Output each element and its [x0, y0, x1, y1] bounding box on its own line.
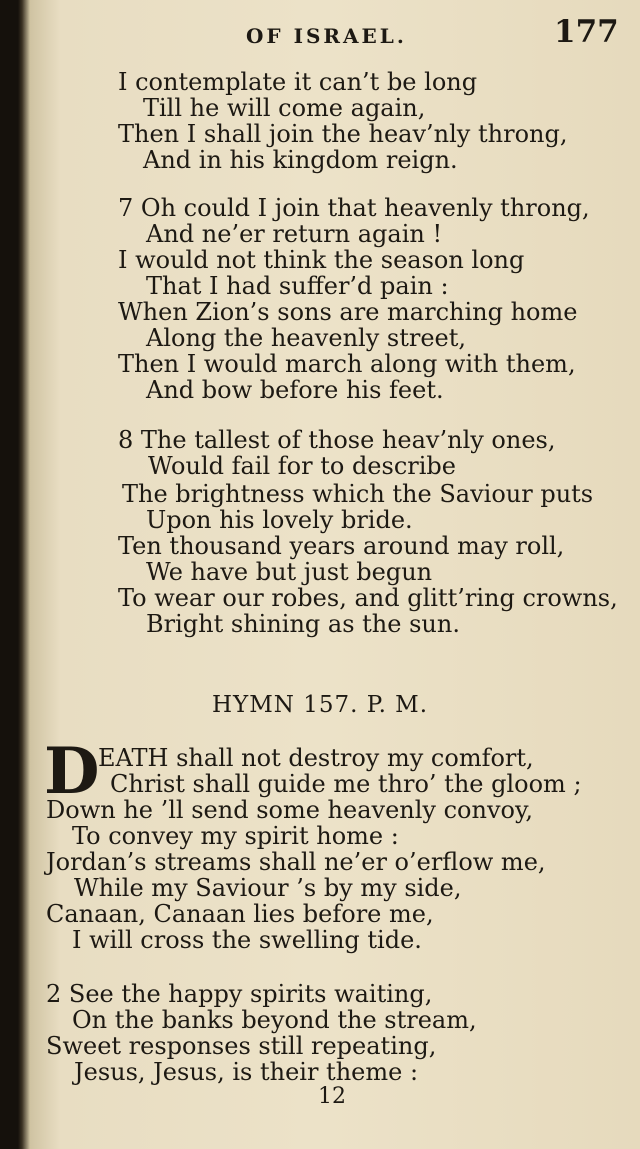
- page-number: 177: [554, 14, 619, 50]
- verse-line: Bright shining as the sun.: [146, 610, 460, 638]
- verse-line: I contemplate it can’t be long: [118, 68, 478, 96]
- verse-line: We have but just begun: [146, 558, 433, 586]
- verse-line: EATH shall not destroy my comfort,: [98, 744, 534, 772]
- verse-line: Upon his lovely bride.: [146, 506, 413, 534]
- verse-line: On the banks beyond the stream,: [72, 1006, 477, 1034]
- verse-line: 8 The tallest of those heav’nly ones,: [118, 426, 556, 454]
- verse-line: Sweet responses still repeating,: [46, 1032, 437, 1060]
- verse-line: Then I shall join the heav’nly throng,: [118, 120, 568, 148]
- verse-line: I would not think the season long: [118, 246, 525, 274]
- verse-line: To convey my spirit home :: [72, 822, 399, 850]
- verse-line: And bow before his feet.: [146, 376, 444, 404]
- drop-cap: D: [44, 734, 100, 809]
- running-head: OF ISRAEL.: [246, 24, 407, 48]
- verse-line: 2 See the happy spirits waiting,: [46, 980, 433, 1008]
- verse-line: Christ shall guide me thro’ the gloom ;: [110, 770, 582, 798]
- verse-line: 7 Oh could I join that heavenly throng,: [118, 194, 590, 222]
- verse-line: Along the heavenly street,: [146, 324, 467, 352]
- verse-line: To wear our robes, and glitt’ring crowns,: [118, 584, 618, 612]
- verse-line: While my Saviour ’s by my side,: [74, 874, 462, 902]
- verse-line: Canaan, Canaan lies before me,: [46, 900, 434, 928]
- verse-line: Jordan’s streams shall ne’er o’erflow me,: [46, 848, 546, 876]
- verse-line: Till he will come again,: [143, 94, 426, 122]
- verse-line: Down he ’ll send some heavenly convoy,: [46, 796, 533, 824]
- verse-line: And in his kingdom reign.: [143, 146, 458, 174]
- verse-line: Then I would march along with them,: [118, 350, 576, 378]
- verse-line: When Zion’s sons are marching home: [118, 298, 578, 326]
- verse-line: Would fail for to describe: [148, 452, 456, 480]
- verse-line: Ten thousand years around may roll,: [118, 532, 565, 560]
- signature-mark: 12: [318, 1084, 346, 1109]
- hymn-title: HYMN 157. P. M.: [212, 692, 429, 718]
- verse-line: And ne’er return again !: [146, 220, 443, 248]
- verse-line: Jesus, Jesus, is their theme :: [74, 1058, 419, 1086]
- verse-line: The brightness which the Saviour puts: [122, 480, 594, 508]
- verse-line: That I had suffer’d pain :: [146, 272, 449, 300]
- verse-line: I will cross the swelling tide.: [72, 926, 422, 954]
